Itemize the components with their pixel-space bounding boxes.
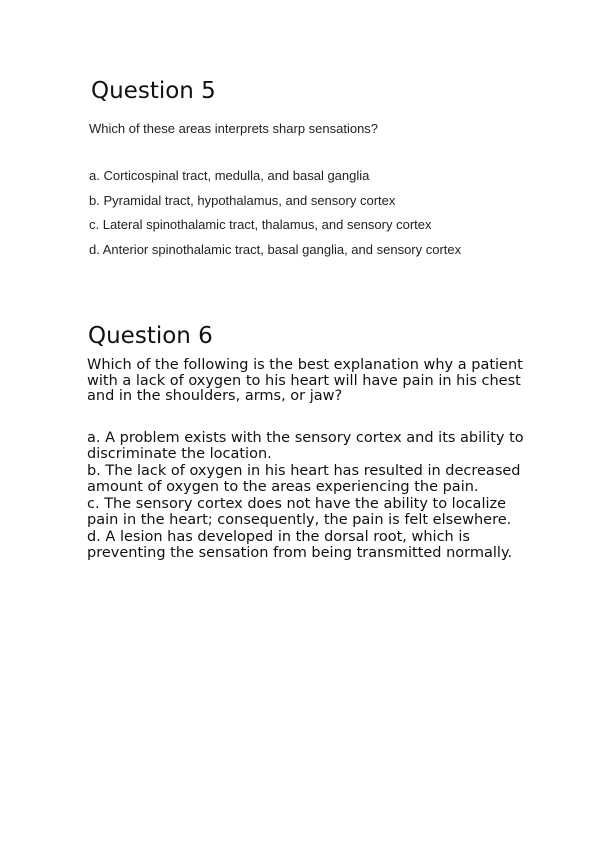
question-6-options	[87, 431, 537, 563]
question-6-option-c: c. The sensory cortex does not have the ability to localize pain in the heart; consequently, the pain is felt elsewhere.	[87, 496, 512, 528]
question-6-title: Question 6	[88, 323, 213, 349]
question-5-options	[89, 168, 461, 266]
question-5-prompt: Which of these areas interprets sharp sensations?	[89, 121, 379, 136]
question-6-option-d: d. A lesion has developed in the dorsal root, which is preventing the sensation from being transmitted normally.	[87, 529, 513, 561]
question-5-option-c: c. Lateral spinothalamic tract, thalamus, and sensory cortex	[89, 217, 432, 232]
question-5-option-a: a. Corticospinal tract, medulla, and basal ganglia	[89, 168, 370, 183]
question-6-option-b: b. The lack of oxygen in his heart has resulted in decreased amount of oxygen to the areas experiencing the pain.	[87, 463, 521, 495]
question-5-option-d: d. Anterior spinothalamic tract, basal ganglia, and sensory cortex	[89, 241, 462, 257]
question-6-prompt: Which of the following is the best explanation why a patient with a lack of oxygen to his heart will have pain in his chest and in the shoulders, arms, or jaw?	[87, 357, 523, 404]
question-6-option-a: a. A problem exists with the sensory cortex and its ability to discriminate the location.	[87, 430, 524, 462]
question-5-title: Question 5	[91, 78, 216, 104]
question-5-option-b: b. Pyramidal tract, hypothalamus, and sensory cortex	[89, 192, 396, 208]
